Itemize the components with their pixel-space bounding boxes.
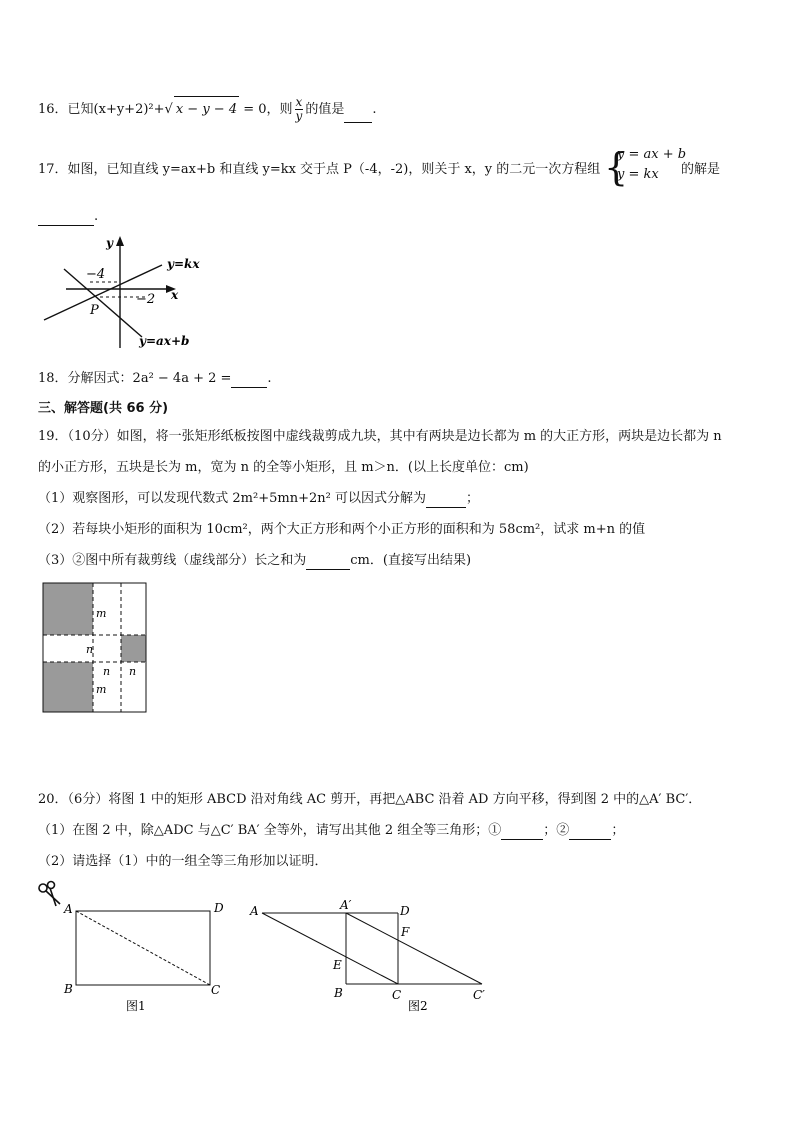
section-3-heading: 三、解答题(共 66 分) [38, 401, 169, 416]
fig2-label-E: E [333, 958, 342, 972]
answer-blank-20-1 [501, 826, 543, 840]
answer-blank-19-1 [426, 494, 466, 508]
answer-blank-18 [231, 374, 267, 388]
q20-part1-end: ； [611, 823, 625, 838]
label-neg4: −4 [86, 267, 106, 282]
fig2-label-B: B [334, 986, 343, 1000]
fig2-label-F: F [401, 925, 410, 939]
fig1-label-C: C [211, 983, 221, 997]
q16-end: . [372, 102, 377, 117]
fig1-label-B: B [64, 982, 73, 996]
q20-part-2: （2）请选择（1）中的一组全等三角形加以证明． [38, 854, 328, 869]
segment-AC [262, 913, 398, 984]
segment-A-prime-C-prime [346, 913, 482, 984]
sqrt-expression: √ x − y − 4 [165, 102, 240, 117]
q19-part1-text: （1）观察图形，可以发现代数式 2m²+5mn+2n² 可以因式分解为 [38, 491, 426, 506]
q20-part-1 [38, 822, 624, 840]
equation-2: y = kx [617, 167, 659, 182]
q20-line-1: 20．（6分）将图 1 中的矩形 ABCD 沿对角线 AC 剪开，再把△ABC 沿着 AD 方向平移，得到图 2 中的△A′ BC′． [38, 792, 702, 807]
diagonal-AC [76, 911, 210, 985]
q19-part3-text-b: cm．(直接写出结果) [350, 553, 472, 568]
label-m-top: m [96, 607, 107, 620]
answer-blank-20-2 [569, 826, 611, 840]
q19-line-1: 19．（10分）如图，将一张矩形纸板按图中虚线裁剪成九块，其中有两块是边长都为 m 的大正方形，两块是边长都为 n [38, 429, 722, 444]
label-neg2: −2 [136, 292, 156, 307]
sqrt-radicand: x − y − 4 [174, 96, 239, 123]
label-n-middle: n [103, 665, 111, 678]
fig2-label-A-prime: A′ [340, 898, 352, 912]
y-axis-arrow [116, 236, 124, 246]
equation-1: y = ax + b [617, 147, 687, 162]
q19-part-1 [38, 490, 479, 508]
big-square-bottom-left [43, 662, 93, 712]
figure-2 [248, 898, 508, 1038]
label-n-right: n [129, 665, 137, 678]
q20-part1-text-a: （1）在图 2 中，除△ADC 与△C′ BA′ 全等外，请写出其他 2 组全等三角形；① [38, 823, 502, 838]
question-17 [38, 161, 600, 179]
fig1-label-D: D [214, 901, 224, 915]
question-16 [38, 96, 376, 123]
q19-line-2: 的小正方形，五块是长为 m，宽为 n 的全等小矩形，且 m＞n．(以上长度单位：cm) [38, 460, 529, 475]
q20-part1-text-b: ；② [543, 823, 570, 838]
fig2-label-D: D [400, 904, 410, 918]
q18-text: 18．分解因式：2a² − 4a + 2 = [38, 371, 232, 386]
label-n-left: n [86, 643, 94, 656]
q19-part1-end: ； [465, 491, 479, 506]
fraction-numerator: x [295, 95, 303, 109]
answer-blank-19-3 [306, 556, 350, 570]
x-axis-label: x [171, 288, 179, 302]
answer-blank-16 [344, 109, 372, 123]
question-18 [38, 370, 272, 388]
q17-answer [38, 208, 98, 226]
q16-text-a: 16．已知(x+y+2)²+ [38, 102, 165, 117]
q19-part-2: （2）若每块小矩形的面积为 10cm²，两个大正方形和两个小正方形的面积和为 58cm²，试求 m+n 的值 [38, 522, 646, 537]
q18-end: . [267, 371, 272, 386]
system-brace: { [604, 145, 629, 189]
fig2-label-C: C [392, 988, 402, 1002]
big-square-top-left [43, 583, 93, 635]
label-m-bottom: m [96, 683, 107, 696]
fig2-label-A: A [250, 904, 259, 918]
fig1-caption: 图1 [126, 999, 146, 1013]
q17-graph [38, 232, 238, 352]
q17-text-b: 的解是 [681, 162, 721, 177]
figure-1 [56, 898, 256, 1038]
fig2-caption: 图2 [408, 999, 428, 1013]
equation-system [617, 145, 686, 185]
small-square-right [121, 635, 146, 662]
q19-part3-text-a: （3）②图中所有裁剪线（虚线部分）长之和为 [38, 553, 307, 568]
q19-part-3 [38, 552, 471, 570]
q19-rectangle-figure [42, 582, 152, 714]
label-y-ax-b: y=ax+b [139, 334, 190, 348]
fraction-denominator: y [295, 109, 303, 123]
answer-blank-17 [38, 212, 94, 226]
y-axis-label: y [106, 236, 113, 250]
fig1-label-A: A [64, 902, 73, 916]
q17-end: . [94, 209, 99, 224]
q16-text-b: = 0，则 [239, 102, 293, 117]
q17-text: 17．如图，已知直线 y=ax+b 和直线 y=kx 交于点 P（-4，-2)，则关于 x，y 的二元一次方程组 [38, 162, 601, 177]
label-P: P [90, 303, 99, 318]
fraction-x-over-y [295, 96, 304, 123]
fig2-label-C-prime: C′ [473, 988, 485, 1002]
label-y-kx: y=kx [167, 257, 200, 271]
q16-text-c: 的值是 [305, 102, 345, 117]
